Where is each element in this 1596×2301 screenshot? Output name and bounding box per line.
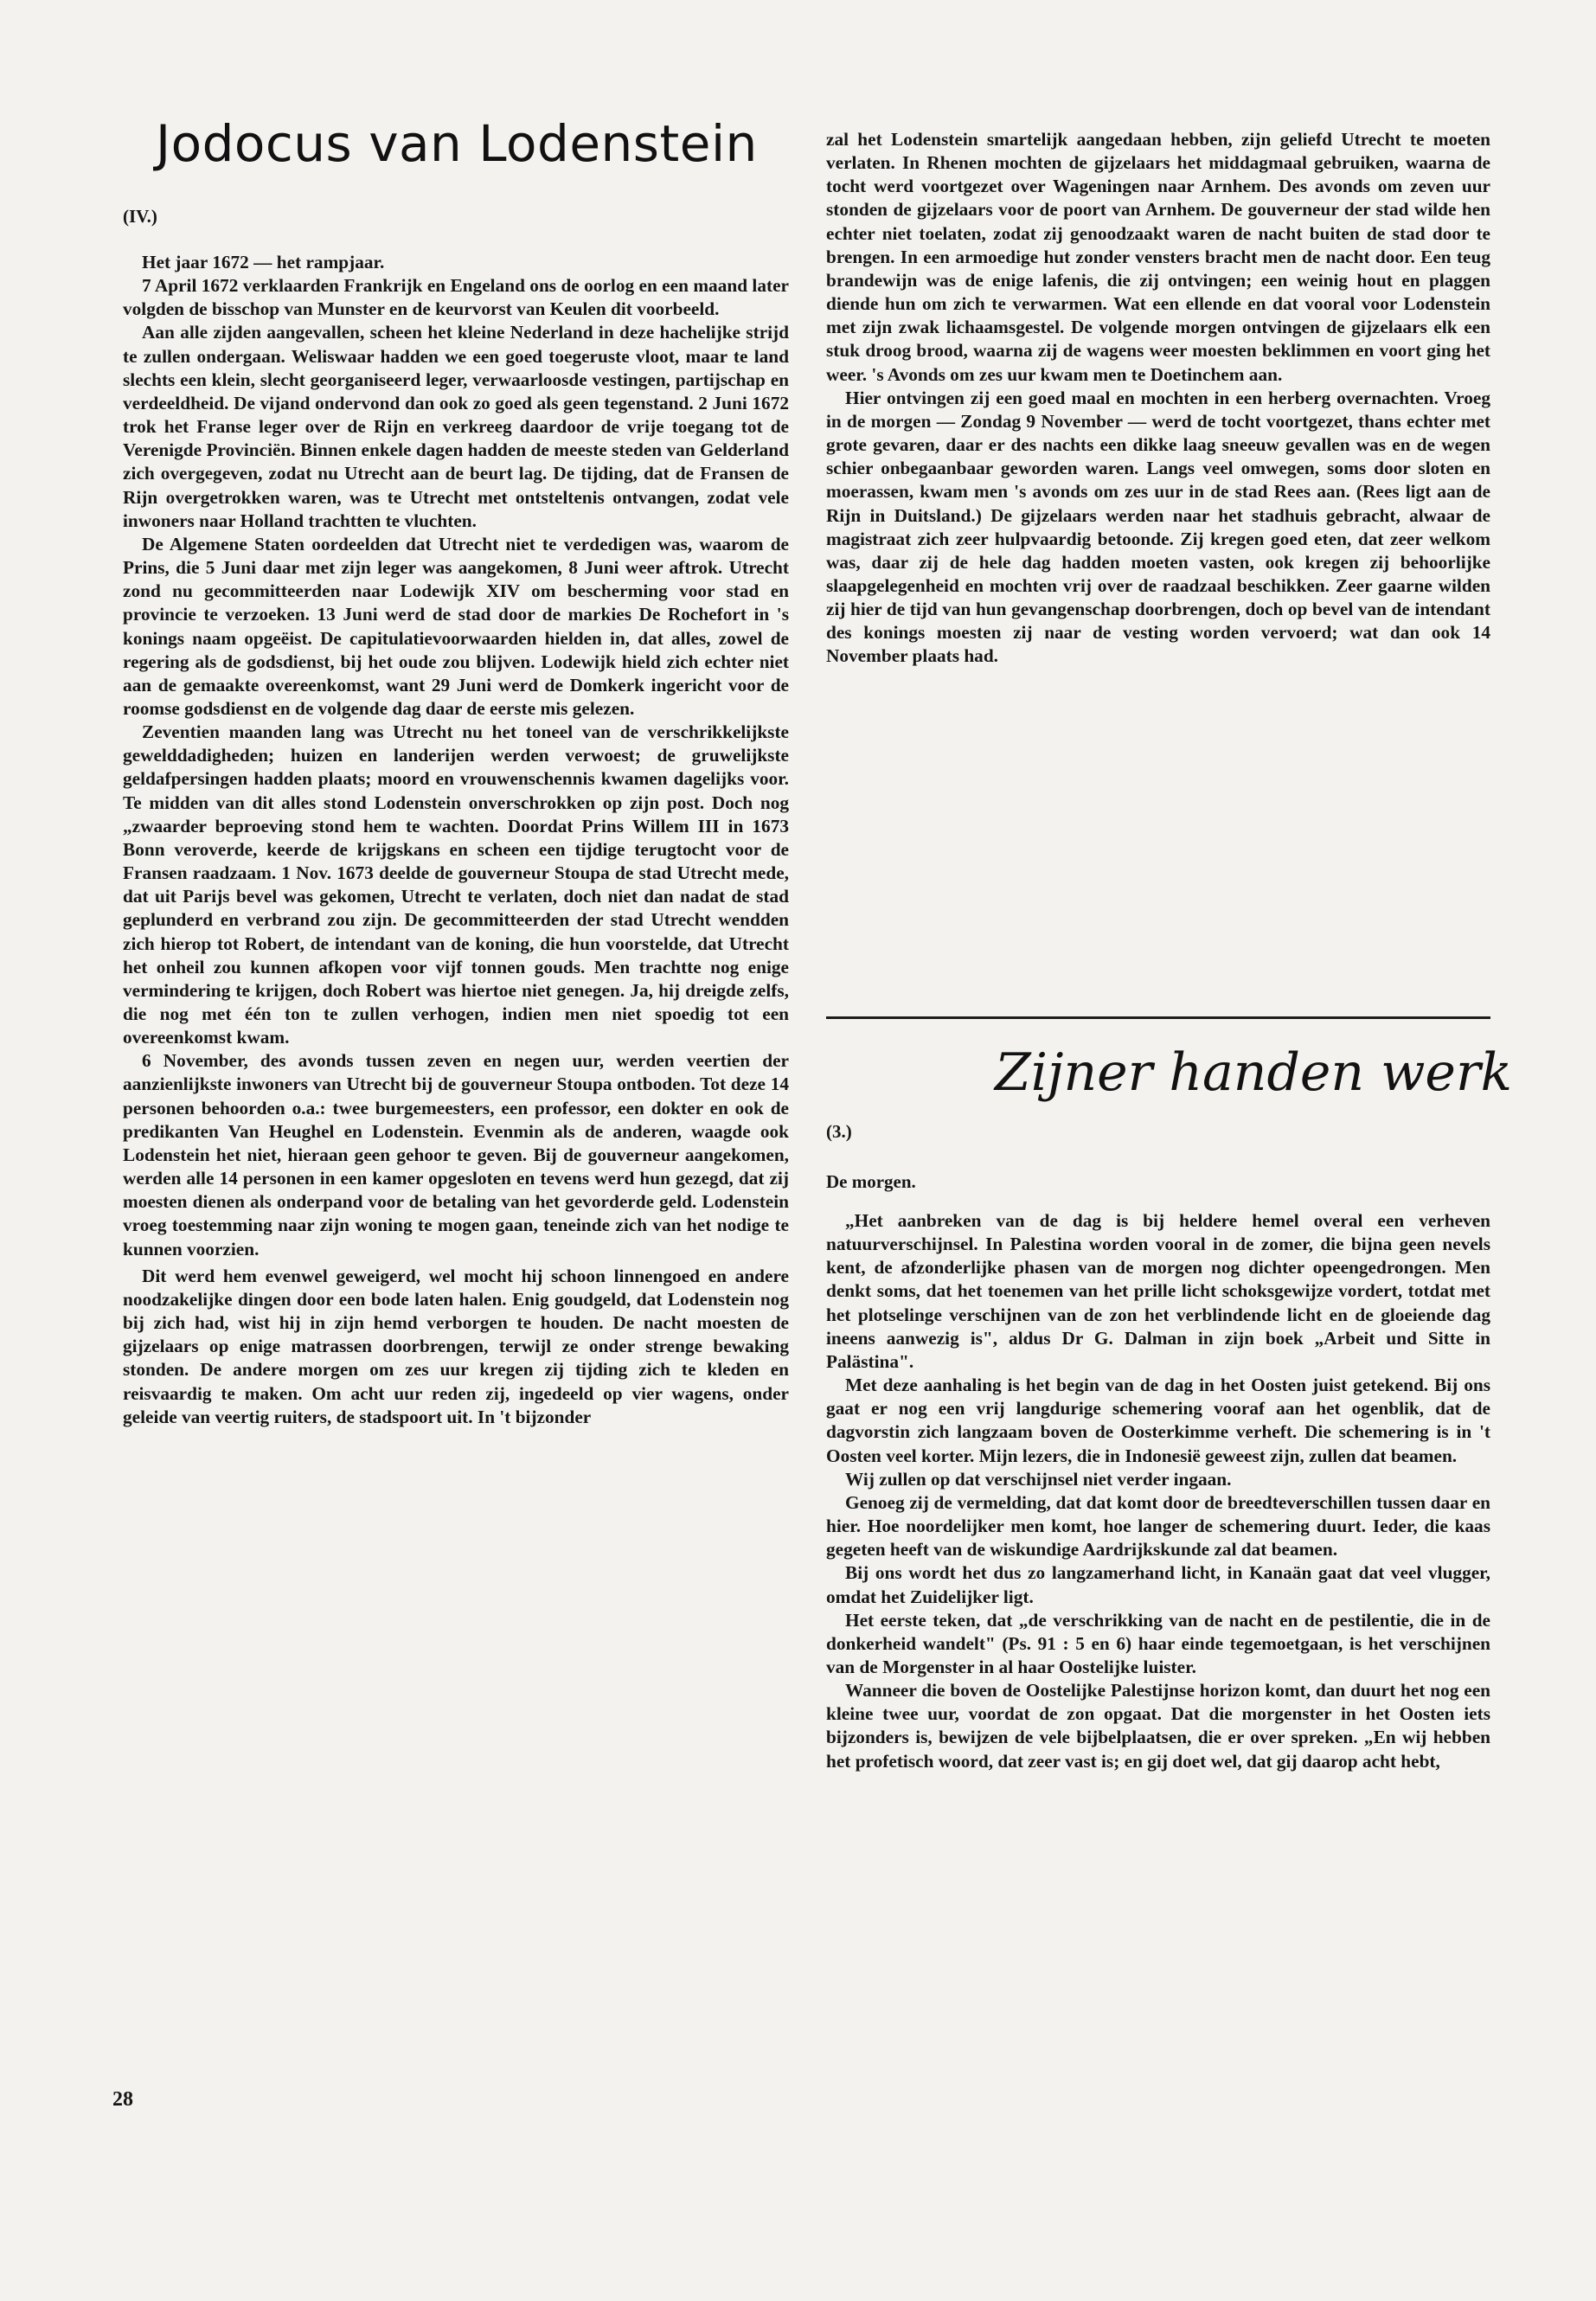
article-body-right [826,128,1490,669]
article-title: Zijner handen werk [995,1042,1512,1103]
paragraph: De Algemene Staten oordeelden dat Utrecht niet te verdedigen was, waarom de Prins, die 5 Juni daar met zijn leger was aangekomen, 8 Juni weer aftrok. Utrecht zond nu gecommitteerden naar Lodewijk XIV om bescherming voor stad en provincie te verzoeken. 13 Juni werd de stad door de markies De Rochefort in 's konings naam opgeëist. De capitulatievoorwaarden hielden in, dat alles, zowel de regering als de godsdienst, bij het oude zou blijven. Lodewijk hield zich echter niet aan de gemaakte overeenkomst, want 29 Juni werd de Domkerk ingericht voor de roomse godsdienst en de volgende dag daar de eerste mis gelezen. [123,533,789,719]
article-body-left [123,251,789,1429]
paragraph: Aan alle zijden aangevallen, scheen het kleine Nederland in deze hachelijke strijd te zullen ondergaan. Weliswaar hadden we een goed toegeruste vloot, maar te land slechts een klein, slecht georganiseerd leger, verwaarloosde vestingen, partijschap en verdeeldheid. De vijand ondervond dan ook zo goed als geen tegenstand. 2 Juni 1672 trok het Franse leger over de Rijn en verkreeg daardoor de vrije toegang tot de Verenigde Provinciën. Binnen enkele dagen hadden de meeste steden van Gelderland zich overgegeven, zodat nu Utrecht aan de beurt lag. De tijding, dat de Fransen de Rijn overgetrokken waren, was te Utrecht met ontsteltenis ontvangen, zodat vele inwoners naar Holland trachtten te vluchten. [123,322,789,531]
paragraph: Genoeg zij de vermelding, dat dat komt door de breedteverschillen tussen daar en hier. Hoe noordelijker men komt, hoe langer de schemering duurt. Ieder, die kaas gegeten heeft van de wiskundige Aardrijkskunde zal dat beamen. [826,1491,1490,1561]
paragraph: Het eerste teken, dat „de verschrikking van de nacht en de pestilentie, die in de donkerheid wandelt" (Ps. 91 : 5 en 6) haar einde tegemoetgaan, is het verschijnen van de Morgenster in al haar Oostelijke luister. [826,1609,1490,1677]
page-number: 28 [112,2088,133,2111]
paragraph: Wanneer die boven de Oostelijke Palestijnse horizon komt, dan duurt het nog een kleine twee uur, voordat de zon opgaat. Dat die morgenster in het Oosten iets bijzonders is, bewijzen de vele bijbelplaatsen, die er over spreken. „En wij hebben het profetisch woord, dat zeer vast is; en gij doet wel, dat gij daarop acht hebt, [826,1680,1490,1772]
paragraph: „Het aanbreken van de dag is bij heldere hemel overal een verheven natuurverschijnsel. In Palestina worden vooral in de zomer, die bijna geen nevels kent, de afzonderlijke phasen van de morgen nog dichter opeengedrongen. Men denkt soms, dat het toenemen van het prille licht schoksgewijze vordert, totdat met het plotselinge verschijnen van de zon het verblindende licht en de gloeiende dag ineens aanwezig is", aldus Dr G. Dalman in zijn boek „Arbeit und Sitte in Palästina". [826,1210,1490,1372]
section-divider [826,1016,1490,1019]
paragraph: 7 April 1672 verklaarden Frankrijk en Engeland ons de oorlog en een maand later volgden de bisschop van Munster en de keurvorst van Keulen dit voorbeeld. [123,275,789,320]
article-series-number: (3.) [826,1121,852,1142]
paragraph: Het jaar 1672 — het rampjaar. [142,252,385,272]
paragraph: Dit werd hem evenwel geweigerd, wel mocht hij schoon linnengoed en andere noodzakelijke dingen door een bode laten halen. Enig goudgeld, dat Lodenstein nog bij zich had, wist hij in zijn hemd verborgen te houden. De nacht moesten de gijzelaars op enige matrassen doorbrengen, terwijl ze onder strenge bewaking stonden. De andere morgen om zes uur kregen zij tijding zich te kleden en reisvaardig te maken. Om acht uur reden zij, ingedeeld op vier wagens, onder geleide van veertig ruiters, de stadspoort uit. In 't bijzonder [123,1265,789,1427]
paragraph: Hier ontvingen zij een goed maal en mochten in een herberg overnachten. Vroeg in de morgen — Zondag 9 November — werd de tocht voortgezet, thans echter met grote gevaren, daar er des nachts een dikke laag sneeuw gevallen was en de wegen schier onbegaanbaar geworden waren. Langs veel omwegen, soms door sloten en moerassen, kwam men 's avonds om zes uur in de stad Rees aan. (Rees ligt aan de Rijn in Duitsland.) De gijzelaars werden naar het stadhuis gebracht, alwaar de magistraat zich zeer hulpvaardig betoonde. Zij kregen goed eten, dat zeer welkom was, daar zij de hele dag hadden moeten vasten, ook kregen zij behoorlijke slaapgelegenheid en mochten vrij over de raadzaal beschikken. Zeer gaarne wilden zij hier de tijd van hun gevangenschap doorbrengen, doch op bevel van de intendant des konings moesten zij naar de vesting worden vervoerd; wat dan ook 14 November plaats had. [826,387,1490,667]
paragraph: Wij zullen op dat verschijnsel niet verder ingaan. [845,1468,1232,1490]
section-subtitle: De morgen. [826,1171,916,1192]
paragraph: Bij ons wordt het dus zo langzamerhand licht, in Kanaän gaat dat veel vlugger, omdat het Zuidelijker ligt. [826,1562,1490,1607]
article-body [826,1209,1490,1773]
article-series-number: (IV.) [123,206,157,227]
paragraph: zal het Lodenstein smartelijk aangedaan hebben, zijn geliefd Utrecht te moeten verlaten. In Rhenen mochten de gijzelaars het middagmaal gebruiken, waarna de tocht werd voortgezet over Wageningen naar Arnhem. Des avonds om zeven uur stonden de gijzelaars voor de poort van Arnhem. De gouverneur der stad wilde hen echter niet toelaten, zodat zij genoodzaakt waren de nacht buiten de stad door te brengen. In een armoedige hut zonder vensters bracht men de nacht door. Een teug brandewijn was de enige lafenis, die zij ontvingen; een weinig hout en plaggen diende hun om zich te verwarmen. Wat een ellende en dat vooral voor Lodenstein met zijn zwak lichaamsgestel. De volgende morgen ontvingen de gijzelaars elk een stuk droog brood, waarna zij de wagens weer moesten beklimmen en voort ging het weer. 's Avonds om zes uur kwam men te Doetinchem aan. [826,129,1490,385]
article-title: Jodocus van Lodenstein [156,114,758,173]
paragraph: 6 November, des avonds tussen zeven en negen uur, werden veertien der aanzienlijkste inwoners van Utrecht bij de gouverneur Stoupa ontboden. Tot deze 14 personen behoorden o.a.: twee burgemeesters, een professor, een dokter en ook de predikanten Van Heughel en Lodenstein. Evenmin als de anderen, waagde ook Lodenstein het niet, hieraan geen gehoor te geven. Bij de gouverneur aangekomen, werden alle 14 personen in een kamer opgesloten en tevens werd hun gezegd, dat zij moesten dienen als onderpand voor de betaling van het gevorderde geld. Lodenstein vroeg toestemming naar zijn woning te mogen gaan, teneinde zich van het nodige te kunnen voorzien. [123,1050,789,1259]
paragraph: Zeventien maanden lang was Utrecht nu het toneel van de verschrikkelijkste gewelddadigheden; huizen en landerijen werden verwoest; de gruwelijkste geldafpersingen hadden plaats; moord en vrouwenschennis kwamen dagelijks voor. Te midden van dit alles stond Lodenstein onverschrokken op zijn post. Doch nog „zwaarder beproeving stond hem te wachten. Doordat Prins Willem III in 1673 Bonn veroverde, keerde de krijgskans en scheen een tijdige terugtocht voor de Fransen raadzaam. 1 Nov. 1673 deelde de gouverneur Stoupa de stad Utrecht mede, dat uit Parijs bevel was gekomen, Utrecht te verlaten, doch niet dan nadat de stad geplunderd en verbrand zou zijn. De gecommitteerden der stad Utrecht wendden zich hierop tot Robert, de intendant van de koning, die hun voorstelde, dat Utrecht het onheil zou kunnen afkopen voor vijf tonnen gouds. Men trachtte nog enige vermindering te krijgen, doch Robert was hiertoe niet genegen. Ja, hij dreigde zelfs, die nog met één ton te zullen verhogen, indien men niet spoedig tot een overeenkomst kwam. [123,721,789,1048]
paragraph: Met deze aanhaling is het begin van de dag in het Oosten juist getekend. Bij ons gaat er nog een vrij langdurige schemering vooraf aan het ogenblik, dat de dagvorstin zich langzaam boven de Oosterkimme verheft. Die schemering is in 't Oosten veel korter. Mijn lezers, die in Indonesië geweest zijn, zullen dat beamen. [826,1375,1490,1466]
